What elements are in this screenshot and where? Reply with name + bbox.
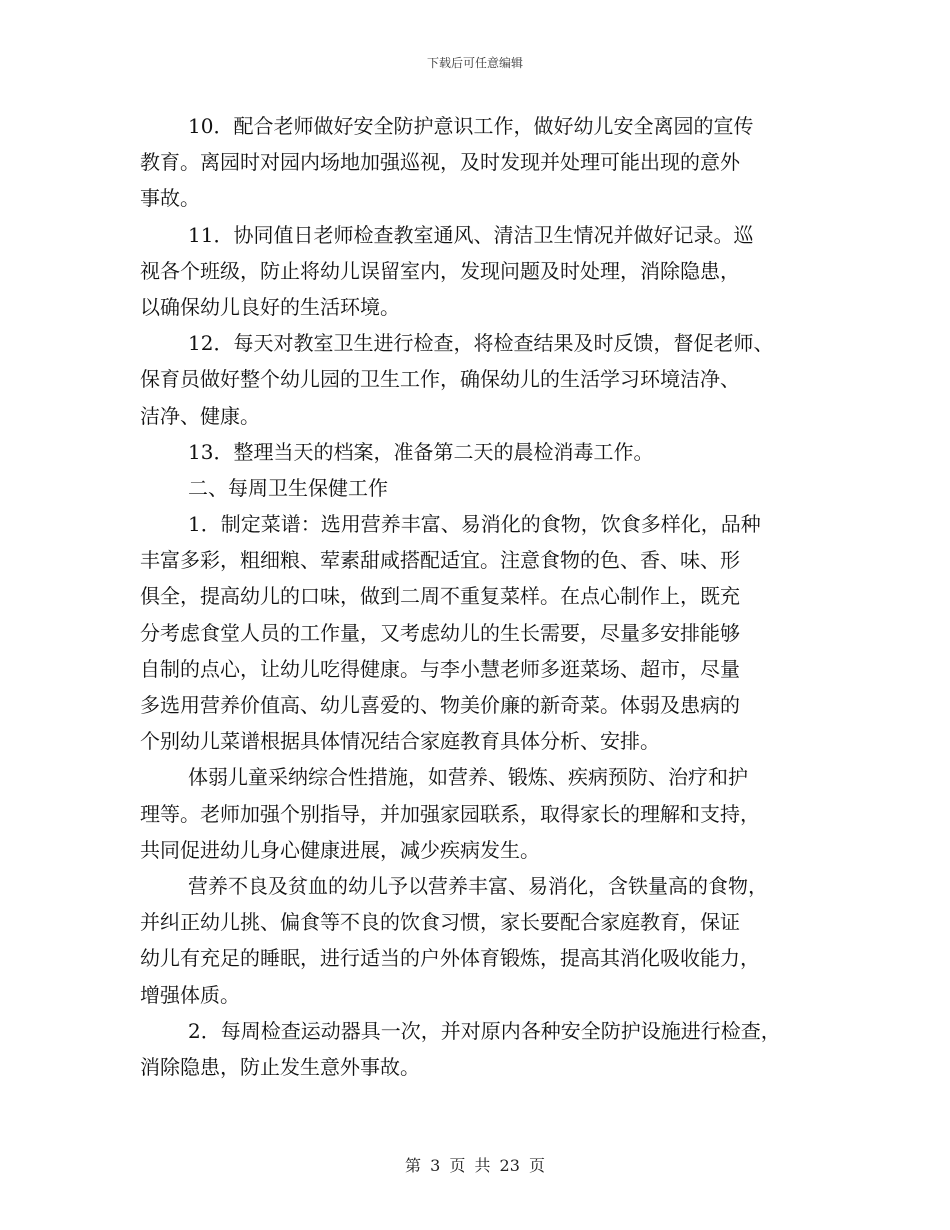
paragraph-line: 丰富多彩，粗细粮、荤素甜咸搭配适宜。注意食物的色、香、味、形 [140,548,740,573]
paragraph-line: 教育。离园时对园内场地加强巡视，及时发现并处理可能出现的意外 [140,150,740,175]
paragraph-first-line: 13．整理当天的档案，准备第二天的晨检消毒工作。 [188,439,654,464]
paragraph-line: 个别幼儿菜谱根据具体情况结合家庭教育具体分析、安排。 [140,729,660,754]
paragraph-line: 并纠正幼儿挑、偏食等不良的饮食习惯，家长要配合家庭教育，保证 [140,910,740,935]
paragraph-line: 事故。 [140,186,200,211]
paragraph-first-line: 1．制定菜谱：选用营养丰富、易消化的食物，饮食多样化，品种 [188,512,761,537]
paragraph-line: 共同促进幼儿身心健康进展，减少疾病发生。 [140,837,540,862]
paragraph-line: 多选用营养价值高、幼儿喜爱的、物美价廉的新奇菜。体弱及患病的 [140,693,740,717]
paragraph-line: 自制的点心，让幼儿吃得健康。与李小慧老师多逛菜场、超市，尽量 [140,656,740,681]
paragraph-first-line: 11．协同值日老师检查教室通风、清洁卫生情况并做好记录。巡 [188,222,754,247]
paragraph-first-line: 10．配合老师做好安全防护意识工作，做好幼儿安全离园的宣传 [188,114,754,138]
paragraph-first-line: 12．每天对教室卫生进行检查，将检查结果及时反馈，督促老师、 [188,331,774,356]
page-header: 下载后可任意编辑 [426,56,523,70]
paragraph-first-line: 二、每周卫生保健工作 [188,475,388,500]
paragraph-line: 幼儿有充足的睡眠，进行适当的户外体育锻炼，提高其消化吸收能力， [140,946,760,971]
paragraph-line: 俱全，提高幼儿的口味，做到二周不重复菜样。在点心制作上，既充 [140,584,740,609]
document-body [140,108,820,1085]
paragraph-line: 分考虑食堂人员的工作量，又考虑幼儿的生长需要，尽量多安排能够 [140,620,740,645]
paragraph-line: 增强体质。 [140,982,240,1007]
paragraph-first-line: 营养不良及贫血的幼儿予以营养丰富、易消化，含铁量高的食物， [188,873,768,898]
paragraph-line: 保育员做好整个幼儿园的卫生工作，确保幼儿的生活学习环境洁净、 [140,367,740,392]
paragraph-line: 理等。老师加强个别指导，并加强家园联系，取得家长的理解和支持， [140,801,760,826]
paragraph-line: 以确保幼儿良好的生活环境。 [140,294,400,319]
paragraph-line: 消除隐患，防止发生意外事故。 [140,1054,420,1079]
paragraph-first-line: 体弱儿童采纳综合性措施，如营养、锻炼、疾病预防、治疗和护 [188,765,748,790]
paragraph-line: 视各个班级，防止将幼儿误留室内，发现问题及时处理，消除隐患， [140,258,740,283]
paragraph-first-line: 2．每周检查运动器具一次，并对原内各种安全防护设施进行检查， [188,1018,781,1043]
page-footer-pagination: 第 3 页 共 23 页 [405,1156,545,1175]
paragraph-line: 洁净、健康。 [140,403,260,428]
